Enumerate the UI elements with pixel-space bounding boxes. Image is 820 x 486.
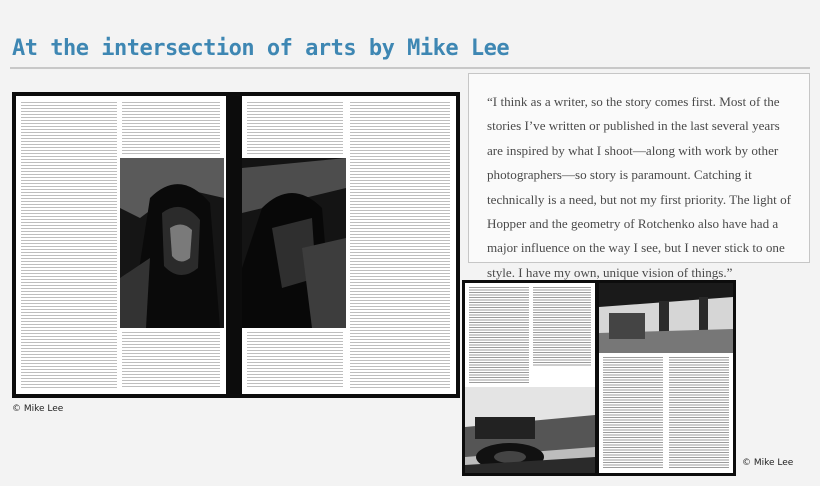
- page-title: At the intersection of arts by Mike Lee: [12, 36, 510, 61]
- text-column: [21, 102, 117, 388]
- small-spread-right-page: [599, 283, 733, 473]
- text-column: [669, 357, 729, 469]
- text-column: [122, 332, 220, 388]
- spread-left-page: [16, 96, 226, 394]
- hooded-figure-photo-right: [242, 158, 346, 328]
- text-column: [603, 357, 663, 469]
- text-column: [533, 287, 591, 367]
- pull-quote: [468, 73, 810, 280]
- photo-credit-left: © Mike Lee: [12, 404, 64, 414]
- tire-street-photo: [465, 387, 595, 473]
- title-underline: [10, 67, 810, 69]
- quote-text: “I think as a writer, so the story comes first. Most of the stories I’ve written or published in the last several years are inspired by what I shoot—along with work by other photographers—so story is paramount. Catching it technically is a need, but not my first priority. The light of Hopper and the geometry of Rotchenko also have had a major influence on the way I see, but I never stick to one style. I have my own, unique vision of things.”: [487, 94, 792, 280]
- overpass-photo: [599, 283, 733, 353]
- text-column: [469, 287, 529, 383]
- hooded-figure-photo: [120, 158, 224, 328]
- text-column: [350, 102, 450, 388]
- small-spread-left-page: [465, 283, 595, 473]
- photo-credit-right: © Mike Lee: [742, 458, 794, 468]
- text-column: [122, 102, 220, 154]
- text-column: [247, 332, 343, 388]
- text-column: [247, 102, 343, 154]
- magazine-spread-large: [12, 92, 460, 398]
- spread-right-page: [242, 96, 456, 394]
- magazine-spread-small: [462, 280, 736, 476]
